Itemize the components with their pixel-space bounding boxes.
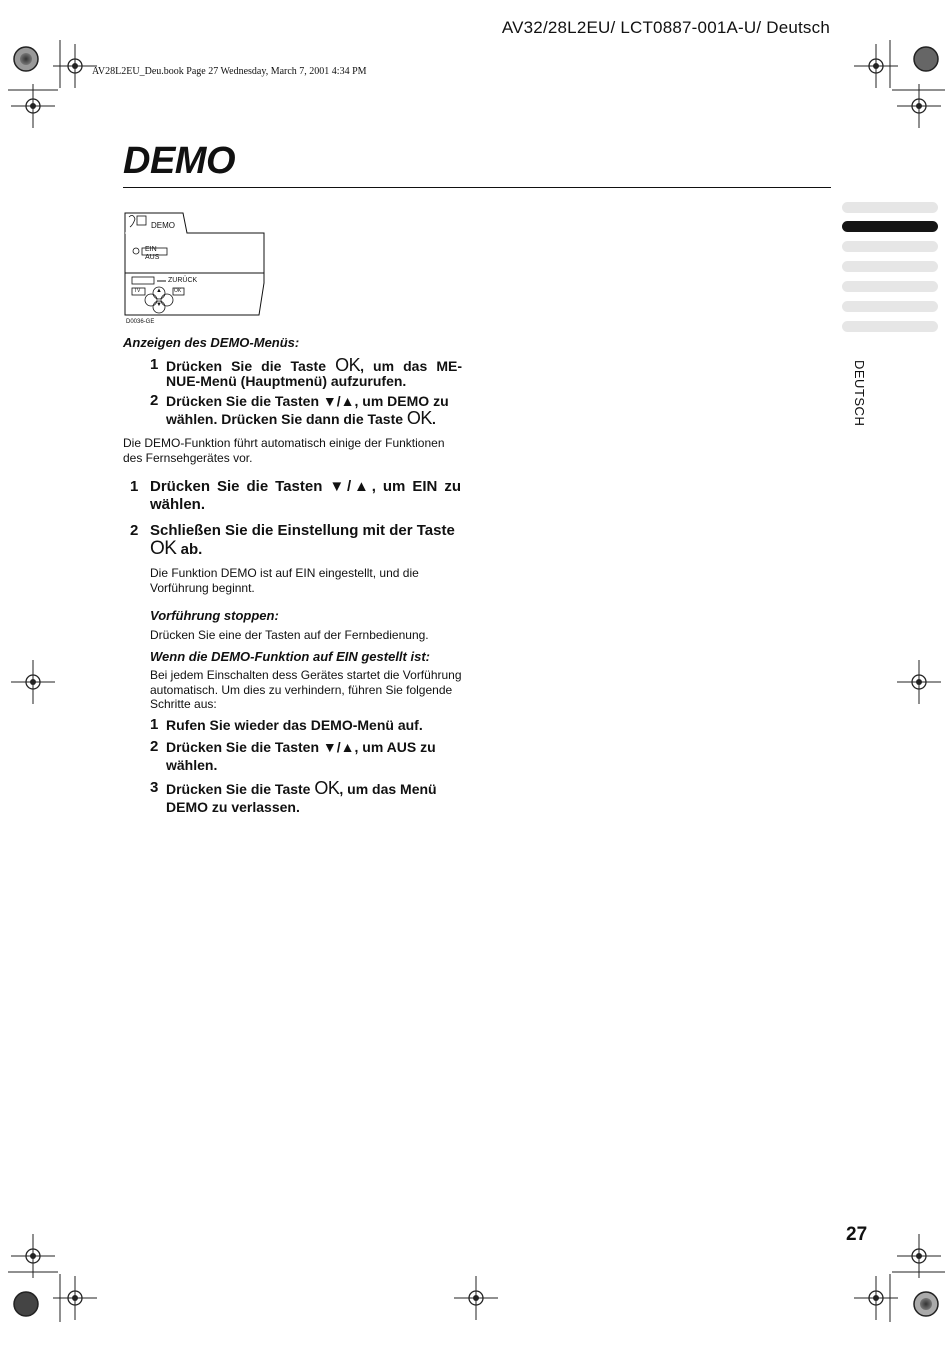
reg-mark-left-lower [11,1234,55,1278]
main-step-2 [130,522,462,562]
step-number: 2 [150,392,159,409]
color-target-bottom-left [14,1292,38,1316]
step-number: 2 [130,522,139,539]
menu-option-off: AUS [145,254,160,261]
step-text: Rufen Sie wieder das DEMO-Menü auf. [166,717,423,733]
when-on-heading: Wenn die DEMO-Funktion auf EIN gestellt ist: [150,649,430,664]
step-text: Drücken Sie die Taste [166,781,315,797]
step-number: 1 [130,478,139,495]
show-menu-step-2 [150,392,462,432]
reg-mark-right-mid [897,660,941,704]
intro-text: Die DEMO-Funktion führt automatisch einige der Funktionen des Fernsehgerätes vor. [123,436,445,465]
step-text: Drücken Sie die Tasten ▼/▲, um EIN zu [150,478,461,495]
show-menu-heading: Anzeigen des DEMO-Menüs: [123,335,300,350]
language-label: DEUTSCH [852,360,867,427]
menu-frame [123,211,268,319]
step-text: wählen. [166,757,218,773]
reg-mark-bottom-center [454,1276,498,1320]
reg-mark-right-upper [897,84,941,128]
color-target-top-right [914,47,938,71]
ok-key-icon: OK [335,355,361,375]
menu-tv-key: TV [134,288,141,294]
graphic-code: D0036-GE [126,319,155,325]
step-text: ab. [176,541,203,558]
demo-menu-graphic [123,211,268,329]
reg-mark-top-center [454,18,498,62]
book-info-line: AV28L2EU_Deu.book Page 27 Wednesday, March 7, 2001 4:34 PM [92,66,367,77]
when-on-step-2 [150,738,462,776]
menu-tab-label: DEMO [151,221,175,230]
chapter-bar-active [842,221,938,232]
step-text: Drücken Sie die Taste [166,358,336,374]
chapter-bar [842,261,938,272]
page-title: DEMO [123,140,235,182]
menu-back-label: ZURÜCK [168,277,198,284]
stop-text: Drücken Sie eine der Tasten auf der Fernbedienung. [150,628,429,642]
menu-up-arrow-icon: ▲ [156,288,162,294]
menu-ok-key: OK [174,288,182,294]
show-menu-step-1 [150,356,462,392]
step-2-note: Die Funktion DEMO ist auf EIN eingestellt, und die Vorführung beginnt. [150,566,419,595]
step-text: . [431,411,436,427]
step-text: DEMO zu verlassen. [166,799,300,815]
when-on-step-1 [150,716,462,736]
chapter-bar [842,301,938,312]
chapter-bar [842,202,938,213]
step-number: 2 [150,738,159,755]
reg-mark-right-lower [897,1234,941,1278]
step-text: , um das ME- [360,358,462,374]
step-number: 1 [150,716,159,733]
ok-key-icon: OK [150,538,177,559]
reg-mark-bottom-right [854,1276,898,1320]
step-text: Schließen Sie die Einstellung mit der Taste [150,522,455,539]
stop-heading: Vorführung stoppen: [150,608,279,623]
menu-option-on: EIN [145,246,157,253]
step-text: wählen. [150,496,206,513]
step-text: Drücken Sie die Tasten ▼/▲, um DEMO zu [166,393,449,409]
step-text: wählen. Drücken Sie dann die Taste [166,411,407,427]
page-number: 27 [846,1224,868,1245]
step-text: NUE-Menü (Hauptmenü) aufzurufen. [166,373,407,389]
reg-mark-left-mid [11,660,55,704]
step-number: 3 [150,779,159,796]
chapter-bar [842,321,938,332]
reg-mark-top-right [854,44,898,88]
reg-mark-left-upper [11,84,55,128]
step-number: 1 [150,356,159,373]
when-on-step-3 [150,779,462,819]
main-step-1 [130,478,462,516]
document-code: AV32/28L2EU/ LCT0887-001A-U/ Deutsch [501,18,830,37]
step-text: Drücken Sie die Tasten ▼/▲, um AUS zu [166,739,436,755]
title-rule [123,187,831,188]
when-on-text: Bei jedem Einschalten dess Gerätes startet die Vorführung automatisch. Um dies zu verhindern, führen Sie folgende Schritte aus: [150,668,462,711]
menu-down-arrow-icon: ▼ [156,302,162,308]
ok-key-icon: OK [406,408,432,428]
chapter-bar [842,281,938,292]
chapter-bar [842,241,938,252]
ok-key-icon: OK [314,778,340,798]
step-text: , um das Menü [339,781,437,797]
